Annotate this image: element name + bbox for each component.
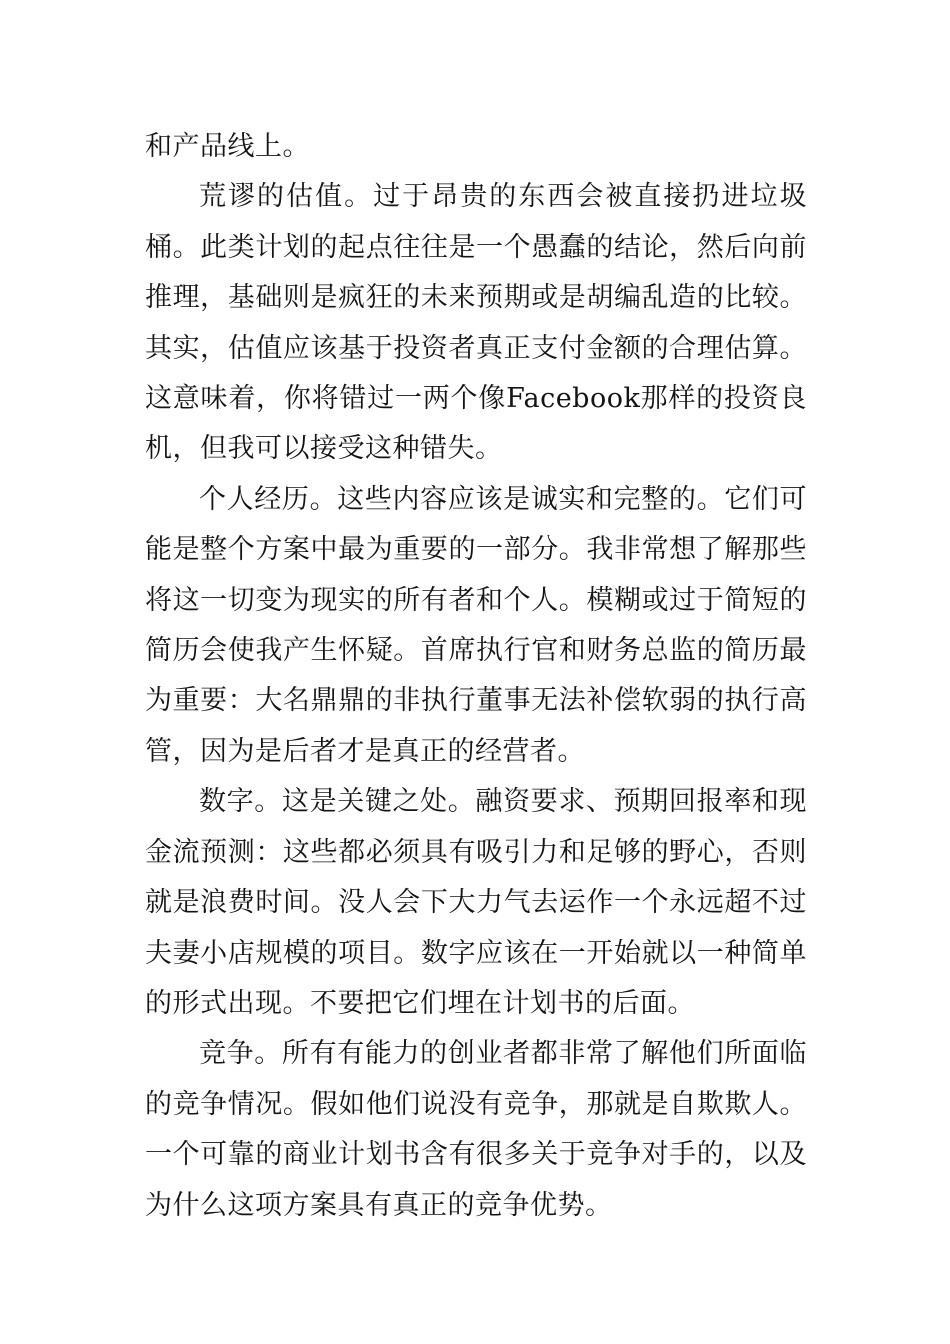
paragraph-competition: 竞争。所有有能力的创业者都非常了解他们所面临的竞争情况。假如他们说没有竞争，那就是自欺欺人。一个可靠的商业计划书含有很多关于竞争对手的，以及为什么这项方案具有真正的竞争优势。: [145, 1038, 807, 1221]
paragraph-personal-history: 个人经历。这些内容应该是诚实和完整的。它们可能是整个方案中最为重要的一部分。我非常想了解那些将这一切变为现实的所有者和个人。模糊或过于简短的简历会使我产生怀疑。首席执行官和财务总监的简历最为重要：大名鼎鼎的非执行董事无法补偿软弱的执行高管，因为是后者才是真正的经营者。: [145, 483, 807, 767]
paragraph-continuation: 和产品线上。: [145, 131, 310, 162]
paragraph-numbers: 数字。这是关键之处。融资要求、预期回报率和现金流预测：这些都必须具有吸引力和足够的野心，否则就是浪费时间。没人会下大力气去运作一个永远超不过夫妻小店规模的项目。数字应该在一开始就以一种简单的形式出现。不要把它们埋在计划书的后面。: [145, 786, 807, 1019]
body-text: [145, 122, 807, 1231]
paragraph-valuation: 荒谬的估值。过于昂贵的东西会被直接扔进垃圾桶。此类计划的起点往往是一个愚蠢的结论，然后向前推理，基础则是疯狂的未来预期或是胡编乱造的比较。其实，估值应该基于投资者真正支付金额的合理估算。这意味着，你将错过一两个像Facebook那样的投资良机，但我可以接受这种错失。: [145, 181, 807, 465]
